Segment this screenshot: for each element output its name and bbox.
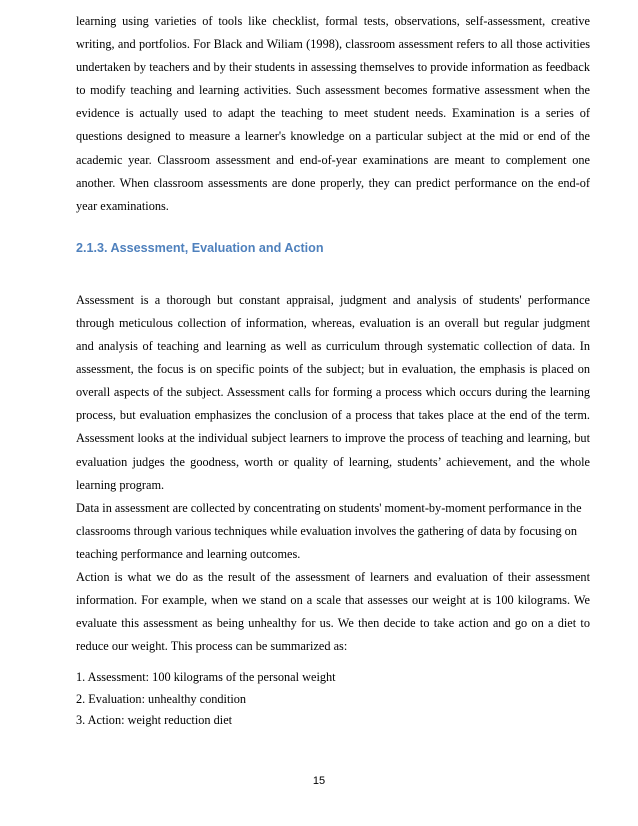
page-number: 15 [312, 775, 326, 787]
section-heading: 2.1.3. Assessment, Evaluation and Action [76, 240, 324, 255]
list-item: 1. Assessment: 100 kilograms of the personal weight [76, 670, 336, 685]
action-paragraph: Action is what we do as the result of the assessment of learners and evaluation of their assessment information. For example, when we stand on a scale that assesses our weight at is 100 kilograms. We evaluate this assessment as being unhealthy for us. We then decide to take action and go on a diet to reduce our weight. This process can be summarized as: [76, 569, 590, 654]
data-collection-paragraph: Data in assessment are collected by concentrating on students' moment-by-moment performance in the classrooms through various techniques while evaluation involves the gathering of data by focusing on teaching performance and learning outcomes. [76, 500, 582, 561]
intro-paragraph: learning using varieties of tools like checklist, formal tests, observations, self-assessment, creative writing, and portfolios. For Black and Wiliam (1998), classroom assessment refers to all those activities undertaken by teachers and by their students in assessing themselves to provide information as feedback to modify teaching and learning activities. Such assessment becomes formative assessment when the evidence is actually used to adapt the teaching to meet student needs. Examination is a series of questions designed to measure a learner's knowledge on a particular subject at the mid or end of the academic year. Classroom assessment and end-of-year examinations are meant to complement one another. When classroom assessments are done properly, they can predict performance on the end-of year examinations. [76, 14, 590, 213]
list-item: 2. Evaluation: unhealthy condition [76, 691, 247, 706]
assessment-evaluation-paragraph: Assessment is a thorough but constant appraisal, judgment and analysis of students' performance through meticulous collection of information, whereas, evaluation is an overall but regular judgment and analysis of teaching and learning as well as curriculum through systematic collection of data. In assessment, the focus is on specific points of the subject; but in evaluation, the emphasis is placed on overall aspects of the subject. Assessment calls for forming a process which occurs during the learning process, but evaluation emphasizes the conclusion of a process that takes place at the end of the term. Assessment looks at the individual subject learners to improve the process of teaching and learning, but evaluation judges the goodness, worth or quality of learning, students’ achievement, and the whole learning program. [76, 292, 590, 492]
page-body [76, 10, 590, 732]
summary-list [76, 667, 590, 732]
list-item: 3. Action: weight reduction diet [76, 713, 233, 728]
